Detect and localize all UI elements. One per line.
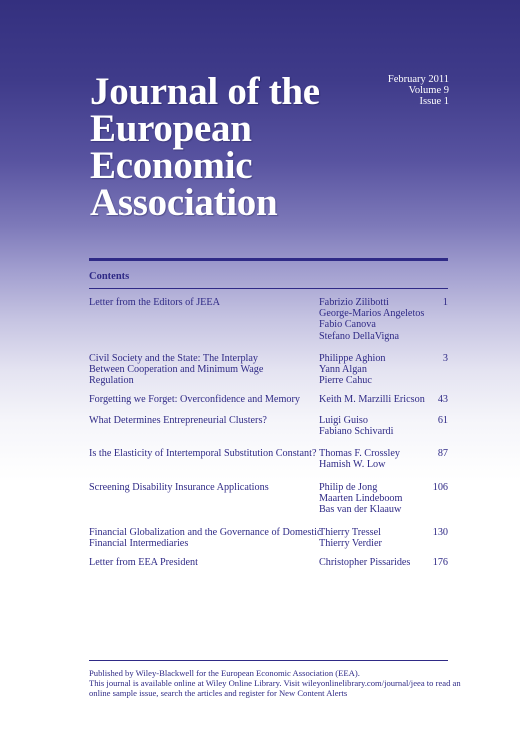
journal-title-line: Journal of the — [90, 70, 320, 113]
author-name: Yann Algan — [319, 364, 367, 376]
author-name: Thierry Tressel — [319, 527, 381, 538]
author-name: Fabiano Schivardi — [319, 426, 394, 438]
article-page: 106 — [432, 482, 448, 493]
article-title — [89, 353, 314, 387]
toc-entry — [89, 448, 448, 482]
article-title-line: Civil Society and the State: The Interplay — [89, 353, 258, 364]
journal-title — [90, 70, 320, 224]
article-title — [89, 415, 314, 426]
article-title-line: Letter from EEA President — [89, 557, 198, 568]
author-name: Hamish W. Low — [319, 459, 386, 471]
article-page: 130 — [432, 527, 448, 538]
issue-volume: Volume 9 — [408, 85, 449, 96]
article-title-line: Forgetting we Forget: Overconfidence and Memory — [89, 394, 300, 405]
author-name: Keith M. Marzilli Ericson — [319, 394, 425, 405]
footer-line: Published by Wiley-Blackwell for the European Economic Association (EEA). — [89, 668, 360, 678]
article-title — [89, 448, 317, 459]
author-name: Fabrizio Zilibotti — [319, 297, 389, 308]
toc-entry — [89, 482, 448, 527]
contents-heading: Contents — [89, 271, 130, 282]
article-title-line: Financial Globalization and the Governance of Domestic — [89, 527, 322, 538]
issue-number: Issue 1 — [419, 96, 449, 107]
author-name: Thomas F. Crossley — [319, 448, 400, 459]
article-page: 43 — [437, 394, 448, 405]
article-authors — [319, 482, 402, 516]
author-name: George-Marios Angeletos — [319, 308, 425, 320]
author-name: Thierry Verdier — [319, 538, 382, 550]
author-name: Philip de Jong — [319, 482, 378, 493]
article-title-line: Letter from the Editors of JEEA — [89, 297, 220, 308]
footer-line: This journal is available online at Wiley Online Library. Visit wileyonlinelibrary.com/journal/jeea to read an — [89, 678, 461, 688]
author-name: Philippe Aghion — [319, 353, 386, 364]
contents-top-rule — [89, 258, 448, 261]
article-authors — [319, 415, 393, 437]
footer-line: online sample issue, search the articles and register for New Content Alerts — [89, 688, 348, 698]
article-title-line: Regulation — [89, 375, 134, 387]
journal-title-line: Economic — [90, 144, 253, 187]
article-title — [89, 482, 314, 493]
toc-entry — [89, 415, 448, 448]
footer-rule — [89, 660, 448, 661]
journal-title-line: Association — [90, 181, 278, 224]
author-name: Stefano DellaVigna — [319, 330, 400, 342]
author-name: Fabio Canova — [319, 319, 376, 331]
article-title-line: Between Cooperation and Minimum Wage — [89, 364, 264, 376]
article-title — [89, 297, 314, 308]
toc-entry — [89, 527, 448, 557]
article-title-line: What Determines Entrepreneurial Clusters? — [89, 415, 267, 426]
toc-entry — [89, 394, 448, 415]
article-authors — [319, 557, 410, 568]
contents-divider — [89, 288, 448, 289]
article-title — [89, 527, 322, 550]
article-page: 87 — [437, 448, 448, 459]
article-page: 176 — [432, 557, 448, 568]
article-authors — [319, 448, 400, 470]
toc-entry — [89, 297, 448, 353]
author-name: Luigi Guiso — [319, 415, 368, 426]
journal-title-line: European — [90, 107, 252, 150]
article-authors — [319, 394, 425, 405]
article-page: 1 — [442, 297, 448, 308]
article-page: 3 — [442, 353, 448, 364]
article-title-line: Screening Disability Insurance Applications — [89, 482, 269, 493]
author-name: Maarten Lindeboom — [319, 493, 403, 505]
toc-entry — [89, 353, 448, 394]
article-title-line: Is the Elasticity of Intertemporal Substitution Constant? — [89, 448, 317, 459]
issue-info — [388, 74, 449, 107]
article-title — [89, 557, 314, 568]
article-title-line: Financial Intermediaries — [89, 538, 189, 550]
toc-entry — [89, 557, 448, 571]
author-name: Christopher Pissarides — [319, 557, 411, 568]
table-of-contents — [89, 297, 448, 571]
article-authors — [319, 527, 382, 549]
author-name: Bas van der Klaauw — [319, 504, 402, 516]
article-authors — [319, 353, 386, 387]
article-title — [89, 394, 314, 405]
article-page: 61 — [437, 415, 448, 426]
publisher-footer — [89, 668, 459, 698]
article-authors — [319, 297, 424, 342]
issue-date: February 2011 — [387, 74, 449, 85]
author-name: Pierre Cahuc — [319, 375, 372, 387]
